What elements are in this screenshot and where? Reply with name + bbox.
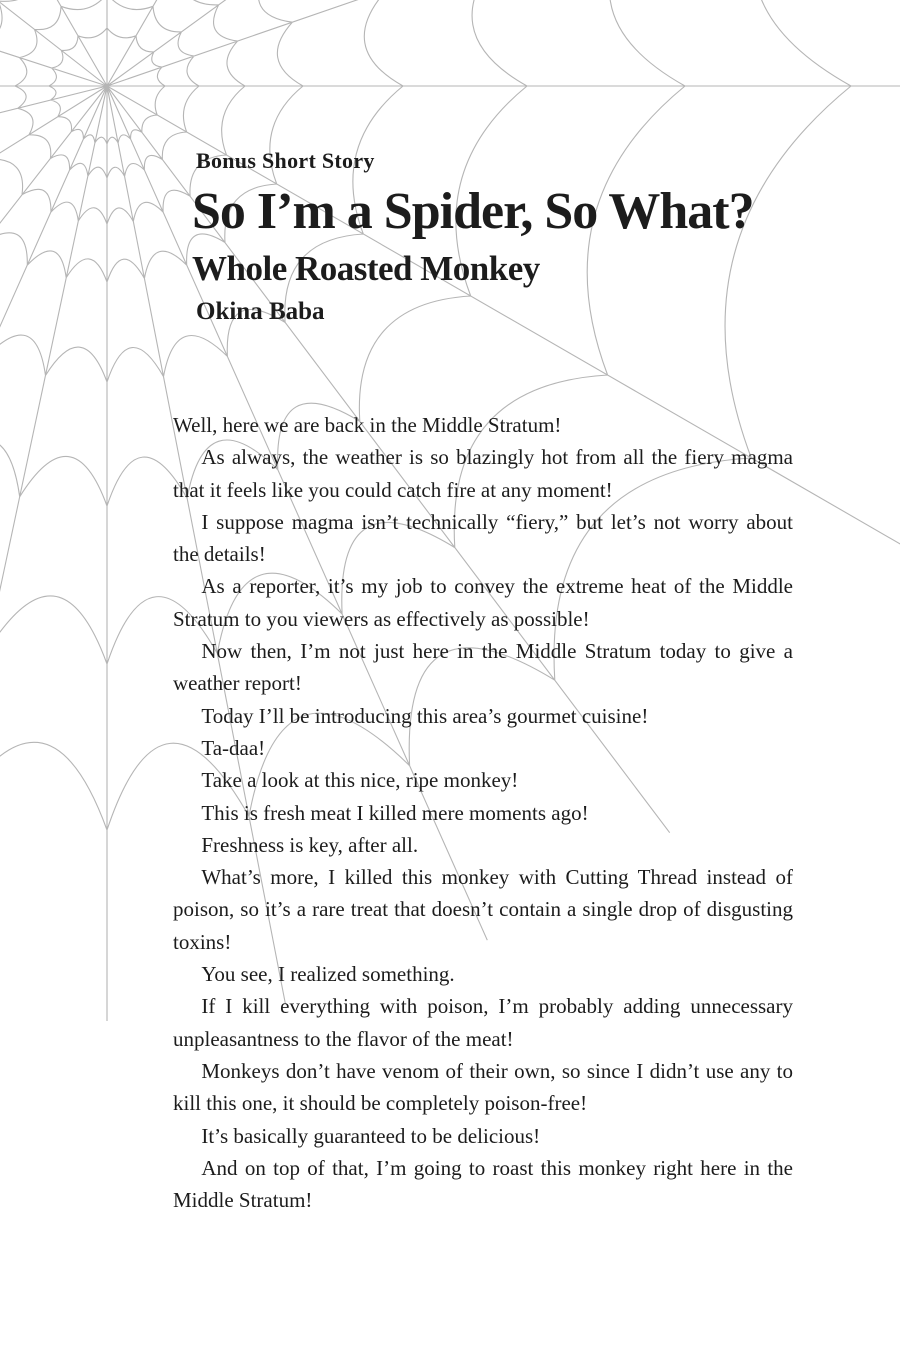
paragraph: Well, here we are back in the Middle Stratum! (173, 413, 562, 437)
bonus-story-label: Bonus Short Story (196, 148, 375, 173)
paragraph: Monkeys don’t have venom of their own, so since I didn’t use any to kill this one, it should be completely poison-free! (173, 1058, 793, 1116)
author-name: Okina Baba (196, 298, 325, 326)
paragraph: As always, the weather is so blazingly hot from all the fiery magma that it feels like you could catch fire at any moment! (173, 445, 793, 502)
paragraph: Ta-daa! (201, 735, 266, 760)
paragraph: Freshness is key, after all. (201, 832, 419, 857)
paragraph: If I kill everything with poison, I’m probably adding unnecessary unpleasantness to the flavor of the meat! (173, 994, 793, 1051)
paragraph: Today I’ll be introducing this area’s gourmet cuisine! (201, 703, 649, 728)
paragraph: Now then, I’m not just here in the Middle Stratum today to give a weather report! (173, 639, 793, 696)
paragraph: This is fresh meat I killed mere moments ago! (201, 800, 589, 825)
paragraph: And on top of that, I’m going to roast this monkey right here in the Middle Stratum! (173, 1155, 793, 1213)
book-title: So I’m a Spider, So What? (192, 183, 754, 240)
paragraph: As a reporter, it’s my job to convey the extreme heat of the Middle Stratum to you viewers as effectively as possible! (173, 574, 793, 631)
story-header (192, 148, 832, 326)
paragraph: You see, I realized something. (201, 962, 455, 987)
paragraph: Take a look at this nice, ripe monkey! (201, 768, 519, 793)
paragraph: I suppose magma isn’t technically “fiery,” but let’s not worry about the details! (173, 509, 793, 567)
story-title: Whole Roasted Monkey (192, 249, 540, 289)
story-body (173, 409, 793, 1216)
paragraph: What’s more, I killed this monkey with Cutting Thread instead of poison, so it’s a rare treat that doesn’t contain a single drop of disgusting toxins! (173, 865, 793, 954)
paragraph: It’s basically guaranteed to be delicious! (201, 1123, 541, 1148)
